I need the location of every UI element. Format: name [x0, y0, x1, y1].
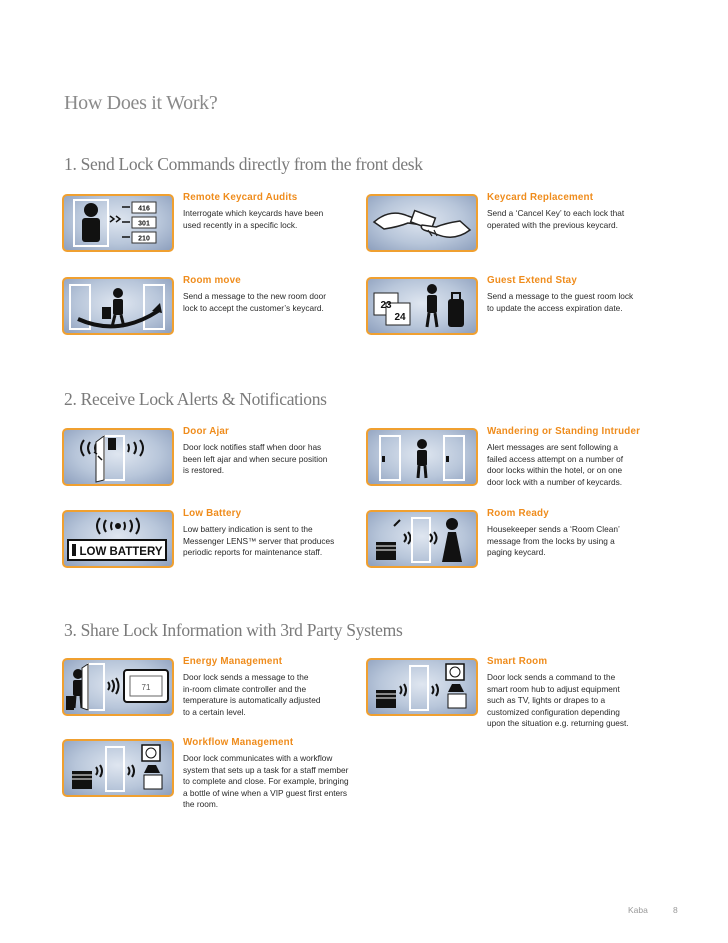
item-title: Smart Room — [487, 656, 548, 667]
section-title-3: 3. Share Lock Information with 3rd Party Systems — [64, 620, 403, 640]
low-battery-label: LOW BATTERY — [79, 546, 163, 558]
section-title-1: 1. Send Lock Commands directly from the front desk — [64, 154, 423, 174]
item-description: Low battery indication is sent to the Messenger LENS™ server that produces periodic reports for maintenance staff. — [183, 524, 335, 557]
calendar-number-23: 23 — [380, 300, 392, 311]
item-description: Send a message to the new room door lock to accept the customer’s keycard. — [183, 291, 326, 313]
item-title: Room Ready — [487, 508, 549, 519]
room-number-416: 416 — [138, 205, 150, 213]
footer-brand: Kaba — [628, 905, 648, 915]
item-title: Low Battery — [183, 508, 242, 519]
item-description: Door lock notifies staff when door has been left ajar and when secure position is restored. — [183, 442, 328, 475]
workflow-management-icon — [62, 739, 174, 797]
item-description: Housekeeper sends a ‘Room Clean’ message from the locks by using a paging keycard. — [487, 524, 620, 557]
item-description: Door lock sends a message to the in-room climate controller and the temperature is automatically adjusted to a certain level. — [183, 672, 321, 717]
section-title-2: 2. Receive Lock Alerts & Notifications — [64, 389, 327, 409]
keycard-audit-icon — [62, 194, 174, 252]
item-title: Energy Management — [183, 656, 283, 667]
item-title: Workflow Management — [183, 737, 294, 748]
item-title: Room move — [183, 275, 241, 286]
item-title: Keycard Replacement — [487, 192, 594, 203]
item-description: Send a message to the guest room lock to update the access expiration date. — [487, 291, 634, 313]
keycard-replacement-icon — [366, 194, 478, 252]
room-number-210: 210 — [138, 235, 150, 243]
item-description: Door lock sends a command to the smart room hub to adjust equipment such as TV, lights or drapes to a customized configuration depending upon the situation e.g. returning guest. — [487, 672, 629, 728]
item-title: Door Ajar — [183, 426, 230, 437]
item-title: Wandering or Standing Intruder — [487, 426, 641, 437]
calendar-number-24: 24 — [394, 312, 406, 323]
low-battery-icon — [62, 510, 174, 568]
item-description: Send a ‘Cancel Key’ to each lock that operated with the previous keycard. — [487, 208, 625, 230]
room-move-icon — [62, 277, 174, 335]
item-title: Guest Extend Stay — [487, 275, 577, 286]
page-number: 8 — [673, 905, 678, 915]
page-title: How Does it Work? — [64, 92, 218, 114]
energy-management-icon — [62, 658, 174, 716]
room-ready-icon — [366, 510, 478, 568]
item-description: Interrogate which keycards have been used recently in a specific lock. — [183, 208, 324, 230]
intruder-icon — [366, 428, 478, 486]
thermostat-display: 71 — [141, 683, 151, 692]
smart-room-icon — [366, 658, 478, 716]
item-description: Door lock communicates with a workflow system that sets up a task for a staff member to complete and close. For example, bringing a bottle of wine when a VIP guest first enters the room. — [183, 753, 349, 809]
item-description: Alert messages are sent following a failed access attempt on a number of door locks within the hotel, or on one door lock with a number of keycards. — [487, 442, 624, 487]
room-number-301: 301 — [138, 220, 150, 228]
guest-extend-stay-icon — [366, 277, 478, 335]
door-ajar-icon — [62, 428, 174, 486]
item-title: Remote Keycard Audits — [183, 192, 298, 203]
